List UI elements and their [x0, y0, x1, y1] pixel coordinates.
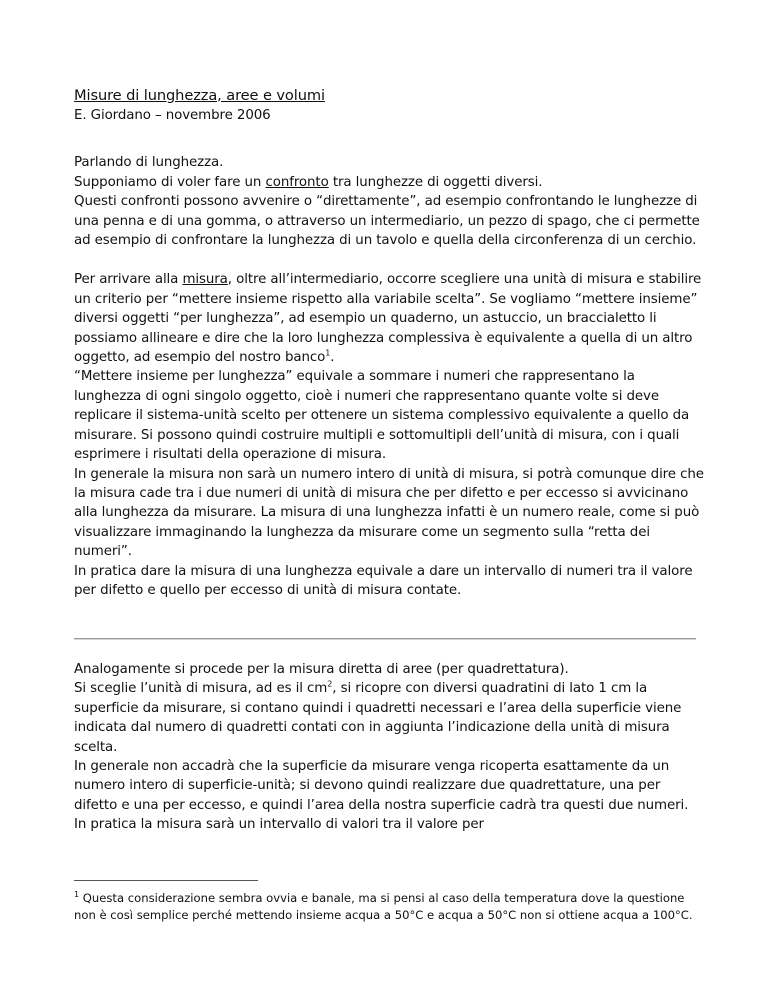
- paragraph-confronti: Questi confronti possono avvenire o “direttamente”, ad esempio confrontando le lunghezze di una penna e di una gomma, o attraverso un intermediario, un pezzo di spago, che ci permette ad esempio di confrontare la lunghezza di un tavolo e quella della circonferenza di un cerchio.: [74, 194, 700, 249]
- intro-line: Parlando di lunghezza.: [74, 155, 224, 171]
- paragraph-quadrettature: In generale non accadrà che la superficie da misurare venga ricoperta esattamente da un numero intero di superficie-unità; si devono quindi realizzare due quadrettature, una per difetto e una per eccesso, e quindi l’area della nostra superficie cadrà tra questi due numeri. In pratica la misura sarà un intervallo di valori tra il valore per: [74, 759, 689, 833]
- section-divider: [74, 638, 696, 640]
- footnote-separator: [74, 880, 258, 881]
- main-text: [74, 86, 704, 600]
- underlined-misura: misura: [182, 272, 228, 288]
- footnote-marker: 1: [74, 890, 80, 900]
- superscript-2: 2: [327, 679, 333, 689]
- paragraph-numero-reale: In generale la misura non sarà un numero intero di unità di misura, si potrà comunque dire che la misura cade tra i due numeri di unità di misura che per difetto e per eccesso si avvicinano alla lunghezza da misurare. La misura di una lunghezza infatti è un numero reale, come si può visualizzare immaginando la lunghezza da misurare come un segmento sulla “retta dei numeri”.: [74, 466, 704, 560]
- footnote-text: Questa considerazione sembra ovvia e banale, ma si pensi al caso della temperatura dove la questione non è così semplice perché mettendo insieme acqua a 50°C e acqua a 50°C non si ottiene acqua a 100°C.: [74, 891, 693, 922]
- paragraph-intro: Parlando di lunghezza. Supponiamo di voler fare un confronto tra lunghezze di oggetti diversi. Questi confronti possono avvenire o “direttamente”, ad esempio confrontando le lunghezze di una penna e di una gomma, o attraverso un intermediario, un pezzo di spago, che ci permette ad esempio di confrontare la lunghezza di un tavolo e quella della circonferenza di un cerchio.: [74, 155, 700, 249]
- author-line: E. Giordano – novembre 2006: [74, 108, 271, 123]
- paragraph-mettere-insieme: “Mettere insieme per lunghezza” equivale a sommare i numeri che rappresentano la lunghezza di ogni singolo oggetto, cioè i numeri che rappresentano quante volte si deve replicare il sistema-unità scelto per ottenere un sistema complessivo equivalente a quello da misurare. Si possono quindi costruire multipli e sottomultipli dell’unità di misura, con i quali esprimere i risultati della operazione di misura.: [74, 369, 690, 463]
- paragraph-misura: Per arrivare alla misura, oltre all’intermediario, occorre scegliere una unità di misura e stabilire un criterio per “mettere insieme rispetto alla variabile scelta”. Se vogliamo “mettere insieme” diversi oggetti “per lunghezza”, ad esempio un quaderno, un astuccio, un braccialetto li possiamo allineare e dire che la loro lunghezza complessiva è equivalente a quella di un altro oggetto, ad esempio del nostro banco$^1$. “Mettere insieme per lunghezza” equivale a sommare i numeri che rappresentano la lunghezza di ogni singolo oggetto, cioè i numeri che rappresentano quante volte si deve replicare il sistema-unità scelto per ottenere un sistema complessivo equivalente a quello da misurare. Si possono quindi costruire multipli e sottomultipli dell’unità di misura, con i quali esprimere i risultati della operazione di misura. In generale la misura non sarà un numero intero di unità di misura, si potrà comunque dire che la misura cade tra i due numeri di unità di misura che per difetto e per eccesso si avvicinano alla lunghezza da misurare. La misura di una lunghezza infatti è un numero reale, come si può visualizzare immaginando la lunghezza da misurare come un segmento sulla “retta dei numeri”. In pratica dare la misura di una lunghezza equivale a dare un intervallo di numeri tra il valore per difetto e quello per eccesso di unità di misura contate.: [74, 272, 704, 598]
- document-title: Misure di lunghezza, aree e volumi: [74, 87, 325, 104]
- paragraph-aree: Analogamente si procede per la misura diretta di aree (per quadrettatura). Si sceglie l’unità di misura, ad es il $cm^2$, si ricopre con diversi quadratini di lato 1 cm la superficie da misurare, si contano quindi i quadretti necessari e l’area della superficie viene indicata dal numero di quadretti contati con in aggiunta l’indicazione della unità di misura scelta. In generale non accadrà che la superficie da misurare venga ricoperta esattamente da un numero intero di superficie-unità; si devono quindi realizzare due quadrettature, una per difetto e una per eccesso, e quindi l’area della nostra superficie cadrà tra questi due numeri. In pratica la misura sarà un intervallo di valori tra il valore per: [74, 662, 689, 833]
- paragraph-intervallo: In pratica dare la misura di una lunghezza equivale a dare un intervallo di numeri tra il valore per difetto e quello per eccesso di unità di misura contate.: [74, 563, 693, 598]
- footnote-reference[interactable]: 1: [325, 348, 331, 358]
- area-text: [74, 660, 704, 835]
- footnote: [74, 890, 704, 924]
- underlined-confronto: confronto: [265, 174, 329, 190]
